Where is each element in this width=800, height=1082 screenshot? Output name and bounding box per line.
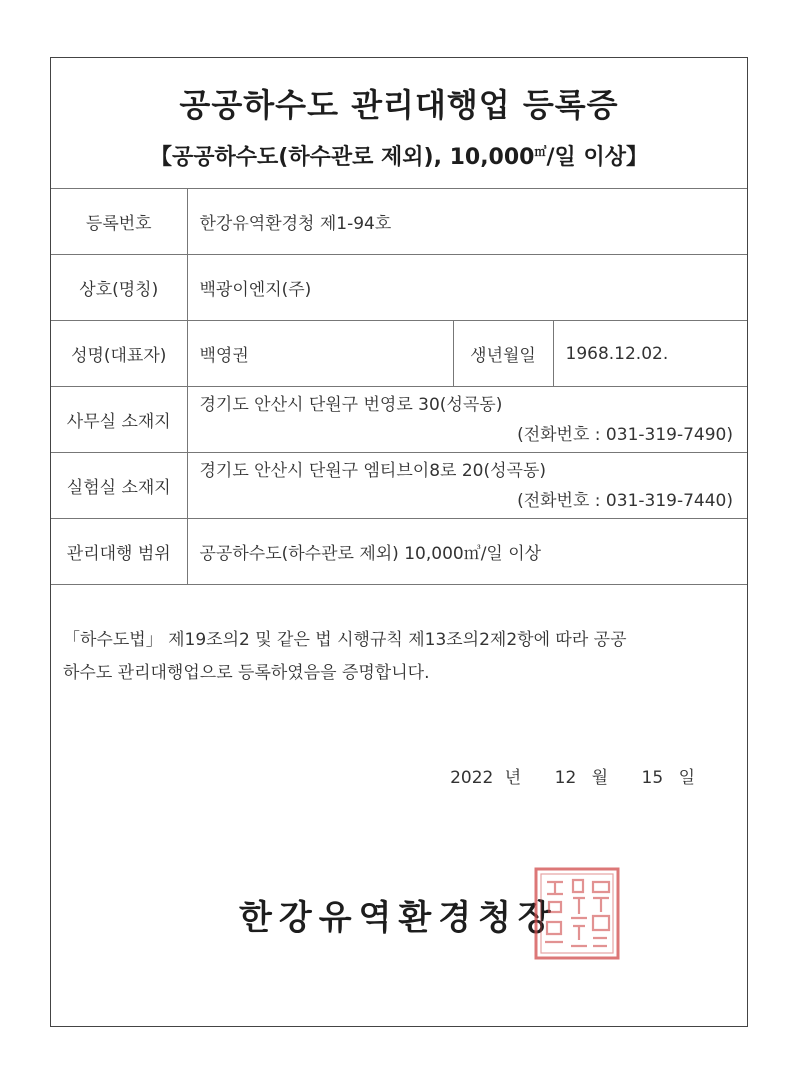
issuer-name: 한강유역환경청장 — [239, 898, 558, 938]
representative-label: 성명(대표자) — [51, 321, 187, 387]
birthdate-value: 1968.12.02. — [553, 321, 747, 387]
certificate-subtitle — [51, 140, 747, 171]
statement-line-2: 하수도 관리대행업으로 등록하였음을 증명합니다. — [63, 663, 430, 683]
table-row — [51, 189, 747, 255]
certification-statement — [63, 624, 735, 690]
scope-value: 공공하수도(하수관로 제외) 10,000㎥/일 이상 — [187, 519, 747, 585]
statement-line-1: 「하수도법」 제19조의2 및 같은 법 시행규칙 제13조의2제2항에 따라 공공 — [63, 630, 627, 650]
issue-date — [450, 763, 695, 788]
company-value: 백광이엔지(주) — [187, 255, 747, 321]
table-row — [51, 321, 747, 387]
table-row — [51, 255, 747, 321]
registration-table — [51, 188, 747, 585]
office-address-cell — [187, 387, 747, 453]
lab-address-cell — [187, 453, 747, 519]
table-row — [51, 387, 747, 453]
table-row — [51, 519, 747, 585]
subtitle-end: /일 이상】 — [546, 145, 648, 170]
date-year-unit: 년 — [504, 768, 522, 788]
official-seal-icon — [533, 866, 621, 961]
date-day: 15 — [641, 768, 664, 788]
date-year: 2022 — [450, 768, 494, 788]
certificate-title: 공공하수도 관리대행업 등록증 — [179, 86, 619, 124]
reg-no-value: 한강유역환경청 제1-94호 — [187, 189, 747, 255]
office-label: 사무실 소재지 — [51, 387, 187, 453]
office-address: 경기도 안산시 단원구 번영로 30(성곡동) — [199, 394, 503, 415]
office-phone: (전화번호 : 031-319-7490) — [517, 424, 733, 445]
representative-value: 백영권 — [187, 321, 453, 387]
birthdate-label: 생년월일 — [453, 321, 553, 387]
table-row — [51, 453, 747, 519]
lab-phone: (전화번호 : 031-319-7440) — [517, 490, 733, 511]
subtitle-unit: ㎥ — [534, 144, 547, 159]
date-day-unit: 일 — [678, 768, 695, 788]
date-month-unit: 월 — [591, 768, 609, 788]
lab-label: 실험실 소재지 — [51, 453, 187, 519]
date-month: 12 — [554, 768, 577, 788]
company-label: 상호(명칭) — [51, 255, 187, 321]
subtitle-main: 【공공하수도(하수관로 제외), 10,000 — [150, 145, 535, 170]
lab-address: 경기도 안산시 단원구 엠티브이8로 20(성곡동) — [199, 460, 547, 481]
certificate-frame — [50, 57, 748, 1027]
reg-no-label: 등록번호 — [51, 189, 187, 255]
scope-label: 관리대행 범위 — [51, 519, 187, 585]
